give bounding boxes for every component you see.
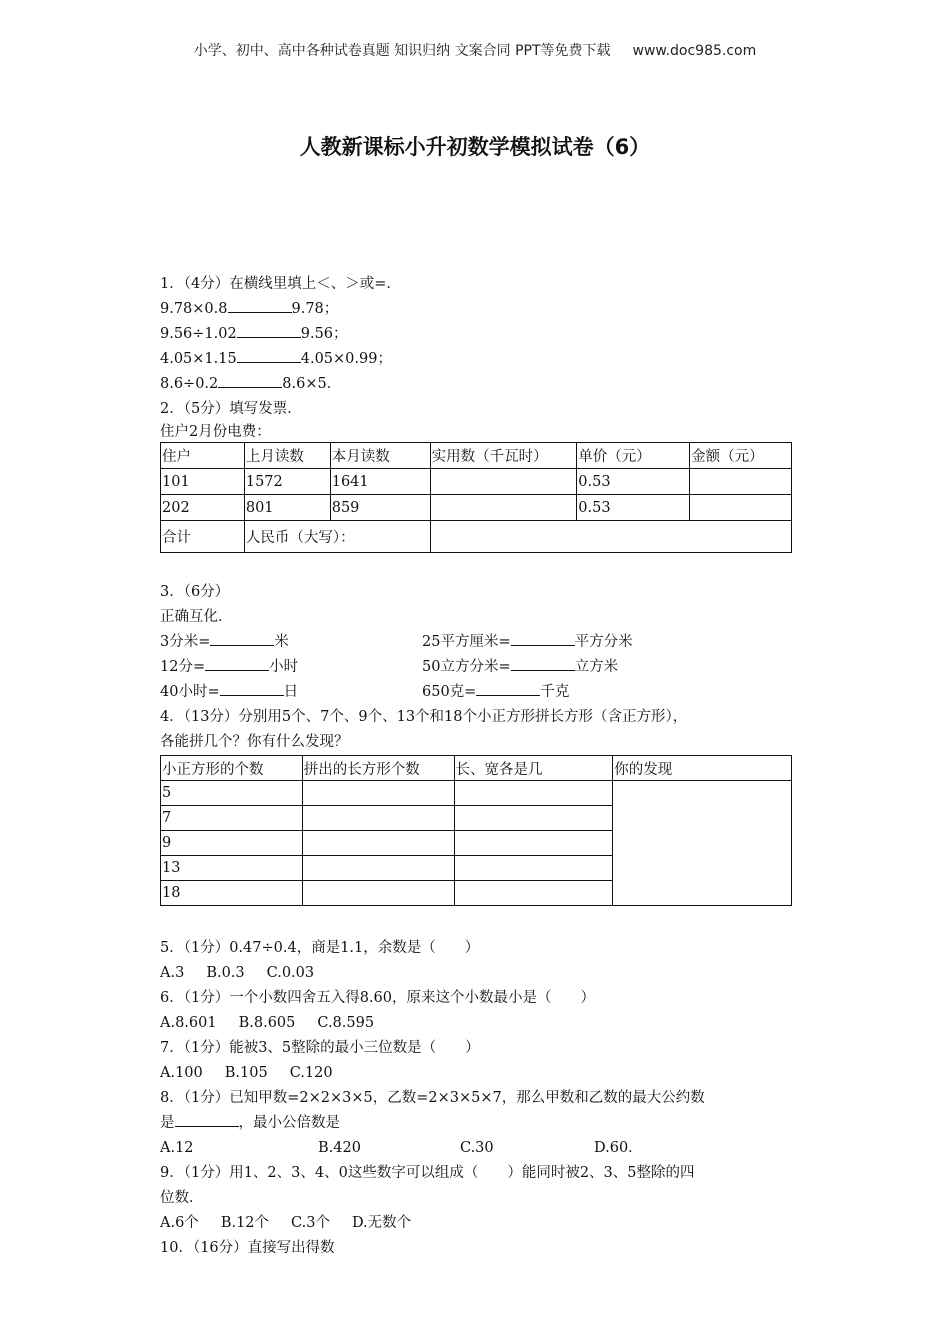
table-cell: 202 — [161, 495, 245, 521]
answer-blank[interactable] — [205, 655, 269, 671]
answer-blank[interactable] — [218, 372, 282, 388]
answer-blank[interactable] — [175, 1111, 239, 1127]
question-6 — [160, 986, 792, 1036]
table-answer-cell[interactable] — [430, 521, 791, 553]
table-cell: 101 — [161, 469, 245, 495]
option-c[interactable]: C.3个 — [291, 1215, 330, 1231]
table-header-cell: 小正方形的个数 — [161, 756, 303, 781]
banner-text: 小学、初中、高中各种试卷真题 知识归纳 文案合同 PPT等免费下载 — [193, 43, 611, 59]
answer-blank[interactable] — [237, 347, 301, 363]
table-row — [161, 495, 792, 521]
answer-blank[interactable] — [228, 297, 292, 313]
table-answer-cell[interactable] — [430, 469, 577, 495]
answer-blank[interactable] — [511, 630, 575, 646]
table-cell: 859 — [330, 495, 430, 521]
question-6-options — [160, 1011, 792, 1036]
page-banner — [0, 40, 950, 60]
table-header-cell: 上月读数 — [244, 443, 330, 469]
answer-blank[interactable] — [476, 680, 540, 696]
question-7-heading: 7．（1分）能被3、5整除的最小三位数是（ ） — [160, 1040, 480, 1056]
question-1-item: 9.78×0.8 9.78； — [160, 297, 792, 322]
question-5-options — [160, 961, 792, 986]
table-answer-cell[interactable] — [454, 856, 613, 881]
spacer — [160, 553, 792, 580]
table-answer-cell[interactable] — [302, 831, 454, 856]
option-b[interactable]: B.8.605 — [238, 1015, 296, 1031]
table-answer-cell[interactable] — [454, 806, 613, 831]
question-7 — [160, 1036, 792, 1086]
table-header-row — [161, 756, 792, 781]
invoice-table — [160, 442, 792, 553]
table-cell: 0.53 — [577, 495, 690, 521]
table-row — [161, 781, 792, 806]
spacer — [160, 906, 792, 936]
table-header-cell: 金额（元） — [690, 443, 792, 469]
question-2 — [160, 397, 792, 553]
table-total-label: 合计 — [161, 521, 245, 553]
table-header-cell: 本月读数 — [330, 443, 430, 469]
question-2-subheading: 住户2月份电费： — [160, 424, 271, 440]
table-header-cell: 实用数（千瓦时） — [430, 443, 577, 469]
table-cell: 801 — [244, 495, 330, 521]
option-b[interactable]: B.0.3 — [206, 965, 245, 981]
option-d[interactable]: D.无数个 — [351, 1215, 412, 1231]
option-c[interactable]: C.0.03 — [266, 965, 315, 981]
table-header-row — [161, 443, 792, 469]
table-cell: 0.53 — [577, 469, 690, 495]
question-1-item: 9.56÷1.02 9.56； — [160, 322, 792, 347]
table-cell: 9 — [161, 831, 303, 856]
question-9-heading: 9．（1分）用1、2、3、4、0这些数字可以组成（ ）能同时被2、3、5整除的四 — [160, 1165, 695, 1181]
banner-site-link[interactable]: www.doc985.com — [632, 43, 757, 59]
question-10 — [160, 1236, 792, 1261]
table-cell: 13 — [161, 856, 303, 881]
table-header-cell: 你的发现 — [613, 756, 792, 781]
option-c[interactable]: C.120 — [289, 1065, 333, 1081]
question-4-heading: 4．（13分）分别用5个、7个、9个、13个和18个小正方形拼长方形（含正方形）， — [160, 709, 688, 725]
table-answer-cell[interactable] — [454, 831, 613, 856]
question-3-row: 40小时= 日 650克= 千克 — [160, 680, 792, 705]
question-2-heading: 2．（5分）填写发票． — [160, 401, 302, 417]
question-9-heading-cont: 位数． — [160, 1190, 204, 1206]
discovery-answer-cell[interactable] — [613, 781, 792, 906]
question-3 — [160, 580, 792, 705]
table-cell: 5 — [161, 781, 303, 806]
question-6-heading: 6．（1分）一个小数四舍五入得8.60，原来这个小数最小是（ ） — [160, 990, 595, 1006]
table-header-cell: 长、宽各是几 — [454, 756, 613, 781]
question-5 — [160, 936, 792, 986]
table-answer-cell[interactable] — [302, 856, 454, 881]
question-4 — [160, 705, 792, 906]
page-title: 人教新课标小升初数学模拟试卷（6） — [299, 135, 651, 159]
question-3-row: 12分= 小时 50立方分米= 立方米 — [160, 655, 792, 680]
exam-content — [160, 272, 792, 1261]
squares-table — [160, 755, 792, 906]
table-answer-cell[interactable] — [690, 495, 792, 521]
question-1-item: 8.6÷0.2 8.6×5． — [160, 372, 792, 397]
question-9 — [160, 1161, 792, 1236]
question-3-row: 3分米= 米 25平方厘米= 平方分米 — [160, 630, 792, 655]
question-10-heading: 10．（16分）直接写出得数 — [160, 1240, 335, 1256]
answer-blank[interactable] — [237, 322, 301, 338]
question-8-options — [160, 1136, 792, 1161]
table-answer-cell[interactable] — [454, 781, 613, 806]
option-c[interactable]: C.8.595 — [317, 1015, 375, 1031]
table-answer-cell[interactable] — [302, 806, 454, 831]
question-7-options — [160, 1061, 792, 1086]
table-cell: 1572 — [244, 469, 330, 495]
question-1 — [160, 272, 792, 397]
option-a[interactable]: A.12 — [160, 1140, 194, 1156]
table-answer-cell[interactable] — [454, 881, 613, 906]
question-8-heading: 8．（1分）已知甲数=2×2×3×5，乙数=2×3×5×7，那么甲数和乙数的最大公约数 — [160, 1090, 705, 1106]
option-b[interactable]: B.105 — [224, 1065, 268, 1081]
table-cell: 7 — [161, 806, 303, 831]
option-a[interactable]: A.6个 — [160, 1215, 199, 1231]
question-8-heading-cont: 是 ，最小公倍数是 — [160, 1111, 792, 1136]
table-header-cell: 拼出的长方形个数 — [302, 756, 454, 781]
option-a[interactable]: A.8.601 — [160, 1015, 217, 1031]
answer-blank[interactable] — [220, 680, 284, 696]
question-5-heading: 5．（1分）0.47÷0.4，商是1.1，余数是（ ） — [160, 940, 480, 956]
question-4-heading-cont: 各能拼几个？你有什么发现？ — [160, 734, 349, 750]
table-header-cell: 单价（元） — [577, 443, 690, 469]
question-3-subheading: 正确互化． — [160, 609, 233, 625]
answer-blank[interactable] — [210, 630, 274, 646]
table-total-row — [161, 521, 792, 553]
option-c[interactable]: C.30 — [460, 1140, 494, 1156]
option-a[interactable]: A.3 — [160, 965, 185, 981]
table-answer-cell[interactable] — [302, 881, 454, 906]
table-answer-cell[interactable] — [302, 781, 454, 806]
question-1-heading: 1．（4分）在横线里填上＜、＞或=． — [160, 276, 401, 292]
question-9-options — [160, 1211, 792, 1236]
option-b[interactable]: B.420 — [318, 1140, 361, 1156]
table-rmb-label: 人民币（大写）： — [244, 521, 430, 553]
table-answer-cell[interactable] — [430, 495, 577, 521]
question-8 — [160, 1086, 792, 1161]
table-cell: 18 — [161, 881, 303, 906]
question-1-item: 4.05×1.15 4.05×0.99； — [160, 347, 792, 372]
option-a[interactable]: A.100 — [160, 1065, 203, 1081]
option-b[interactable]: B.12个 — [220, 1215, 270, 1231]
table-row — [161, 469, 792, 495]
option-d[interactable]: D.60． — [594, 1140, 643, 1156]
table-answer-cell[interactable] — [690, 469, 792, 495]
answer-blank[interactable] — [511, 655, 575, 671]
table-header-cell: 住户 — [161, 443, 245, 469]
question-3-heading: 3．（6分） — [160, 584, 230, 600]
table-cell: 1641 — [330, 469, 430, 495]
